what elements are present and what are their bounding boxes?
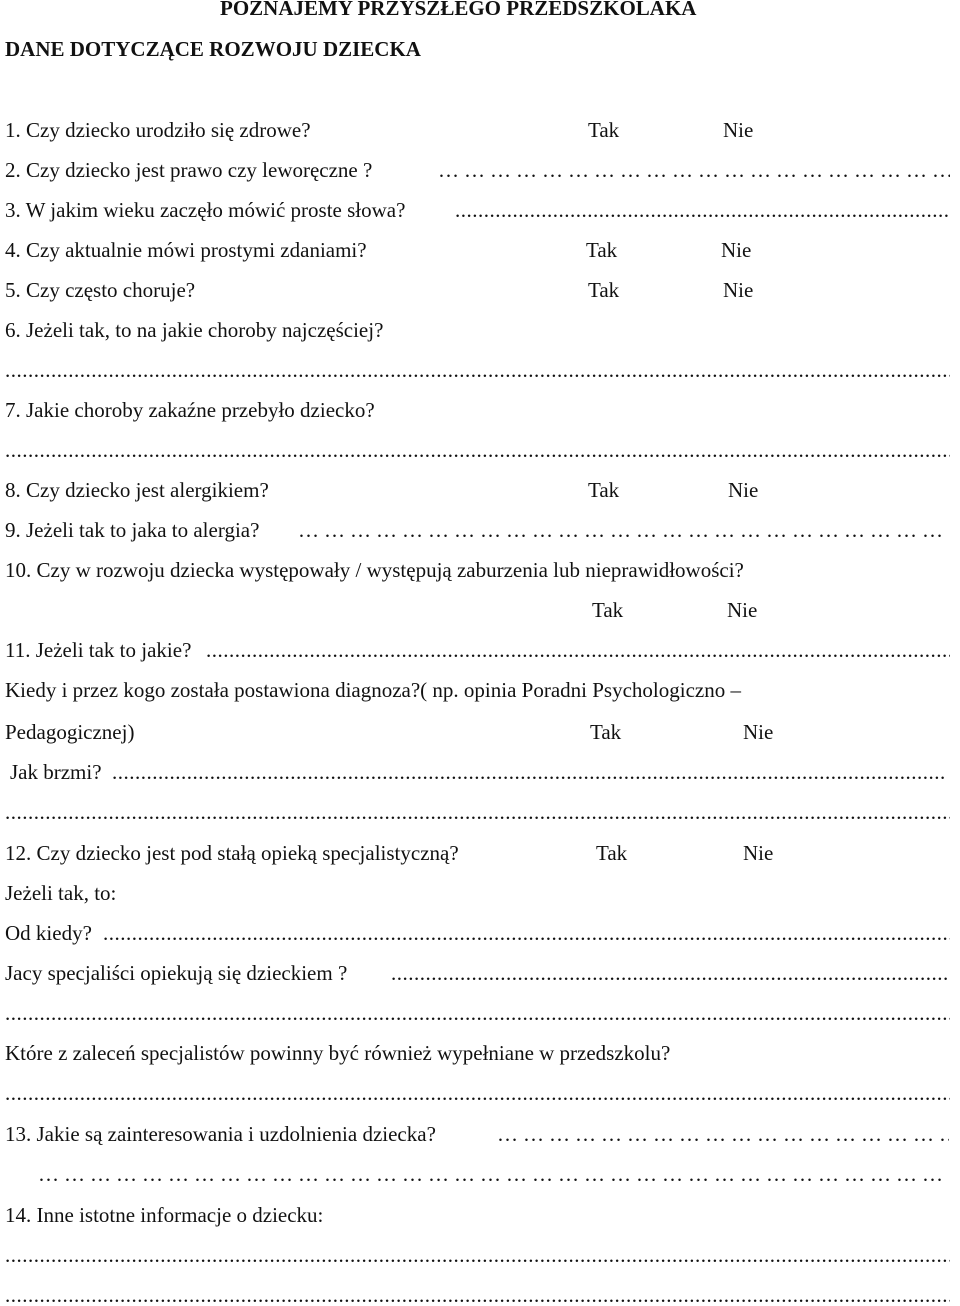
- question-2-label: 2. Czy dziecko jest prawo czy leworęczne ?: [5, 158, 373, 182]
- question-6-answer-row: [0, 350, 960, 390]
- question-7: [0, 390, 960, 430]
- question-1-label: 1. Czy dziecko urodziło się zdrowe?: [5, 118, 311, 142]
- section-title-line: [0, 29, 960, 69]
- specialists-answer-line-2[interactable]: [5, 993, 950, 1033]
- question-4-label: 4. Czy aktualnie mówi prostymi zdaniami?: [5, 238, 367, 262]
- question-14-answer-line-2[interactable]: [5, 1275, 950, 1306]
- section-title: DANE DOTYCZĄCE ROZWOJU DZIECKA: [5, 37, 421, 61]
- question-4-yes[interactable]: Tak: [586, 238, 618, 262]
- question-2-answer-line[interactable]: [438, 150, 950, 190]
- diagnosis-no[interactable]: Nie: [743, 720, 774, 744]
- question-10-label: 10. Czy w rozwoju dziecka występowały / występują zaburzenia lub nieprawidłowości?: [5, 558, 744, 582]
- recommendations-row: [0, 1073, 960, 1113]
- question-4: [0, 230, 960, 270]
- question-12: [0, 833, 960, 873]
- question-13-answer-line[interactable]: [497, 1114, 949, 1154]
- question-14-answer-line[interactable]: [5, 1235, 950, 1275]
- question-13-row-2: [0, 1154, 960, 1194]
- question-5-label: 5. Czy często choruje?: [5, 278, 196, 302]
- since-when: [0, 913, 960, 953]
- recommendations-answer-line[interactable]: [5, 1073, 950, 1113]
- if-yes-heading: [0, 873, 960, 913]
- question-10-yes[interactable]: Tak: [592, 598, 624, 622]
- specialists-row-2: [0, 993, 960, 1033]
- question-1: [0, 110, 960, 150]
- question-12-no[interactable]: Nie: [743, 841, 774, 865]
- question-12-label: 12. Czy dziecko jest pod stałą opieką specjalistyczną?: [5, 841, 459, 865]
- question-5-yes[interactable]: Tak: [588, 278, 620, 302]
- question-7-label: 7. Jakie choroby zakaźne przebyło dziecko?: [5, 398, 375, 422]
- question-5: [0, 270, 960, 310]
- recommendations: [0, 1033, 960, 1073]
- diagnosis-content-answer-line-2[interactable]: [5, 792, 950, 832]
- question-11: [0, 630, 960, 670]
- form-title-line: [0, 0, 960, 28]
- question-1-yes[interactable]: Tak: [588, 118, 620, 142]
- question-3: [0, 190, 960, 230]
- diagnosis-question: [0, 670, 960, 710]
- diagnosis-yes[interactable]: Tak: [590, 720, 622, 744]
- question-1-no[interactable]: Nie: [723, 118, 754, 142]
- question-11-label: 11. Jeżeli tak to jakie?: [5, 638, 192, 662]
- diagnosis-question-cont: [0, 712, 960, 752]
- question-12-yes[interactable]: Tak: [596, 841, 628, 865]
- recommendations-label: Które z zaleceń specjalistów powinny być również wypełniane w przedszkolu?: [5, 1041, 671, 1065]
- question-5-no[interactable]: Nie: [723, 278, 754, 302]
- question-2: [0, 150, 960, 190]
- diagnosis-content-answer-line[interactable]: [112, 752, 945, 792]
- question-9-label: 9. Jeżeli tak to jaka to alergia?: [5, 518, 260, 542]
- diagnosis-content: [0, 752, 960, 792]
- question-14-row-1: [0, 1235, 960, 1275]
- diagnosis-question-label: Kiedy i przez kogo została postawiona diagnoza?( np. opinia Poradni Psychologiczno –: [5, 678, 741, 702]
- question-4-no[interactable]: Nie: [721, 238, 752, 262]
- diagnosis-content-row-2: [0, 792, 960, 832]
- question-7-answer-row: [0, 430, 960, 470]
- question-6-answer-line[interactable]: [5, 350, 950, 390]
- question-8: [0, 470, 960, 510]
- diagnosis-content-label: Jak brzmi?: [10, 760, 102, 784]
- question-9-answer-line[interactable]: [298, 510, 948, 550]
- question-14: [0, 1195, 960, 1235]
- if-yes-label: Jeżeli tak, to:: [5, 881, 117, 905]
- diagnosis-question-label-cont: Pedagogicznej): [5, 720, 135, 744]
- question-6-label: 6. Jeżeli tak, to na jakie choroby najczęściej?: [5, 318, 384, 342]
- specialists-label: Jacy specjaliści opiekują się dzieckiem ?: [5, 961, 348, 985]
- question-13-answer-line-2[interactable]: [38, 1154, 950, 1194]
- question-3-answer-line[interactable]: [455, 190, 950, 230]
- since-when-answer-line[interactable]: [103, 913, 950, 953]
- question-14-row-2: [0, 1275, 960, 1306]
- question-10: [0, 550, 960, 590]
- question-14-label: 14. Inne istotne informacje o dziecku:: [5, 1203, 324, 1227]
- question-8-label: 8. Czy dziecko jest alergikiem?: [5, 478, 269, 502]
- question-10-options: [0, 590, 960, 630]
- question-9: [0, 510, 960, 550]
- question-8-no[interactable]: Nie: [728, 478, 759, 502]
- question-13: [0, 1114, 960, 1154]
- question-13-label: 13. Jakie są zainteresowania i uzdolnienia dziecka?: [5, 1122, 436, 1146]
- question-10-no[interactable]: Nie: [727, 598, 758, 622]
- question-6: [0, 310, 960, 350]
- question-7-answer-line[interactable]: [5, 430, 950, 470]
- specialists: [0, 953, 960, 993]
- question-3-label: 3. W jakim wieku zaczęło mówić proste słowa?: [5, 198, 406, 222]
- since-when-label: Od kiedy?: [5, 921, 92, 945]
- specialists-answer-line[interactable]: [391, 953, 950, 993]
- question-8-yes[interactable]: Tak: [588, 478, 620, 502]
- question-11-answer-line[interactable]: [206, 630, 950, 670]
- form-title: POZNAJEMY PRZYSZŁEGO PRZEDSZKOLAKA: [220, 0, 697, 20]
